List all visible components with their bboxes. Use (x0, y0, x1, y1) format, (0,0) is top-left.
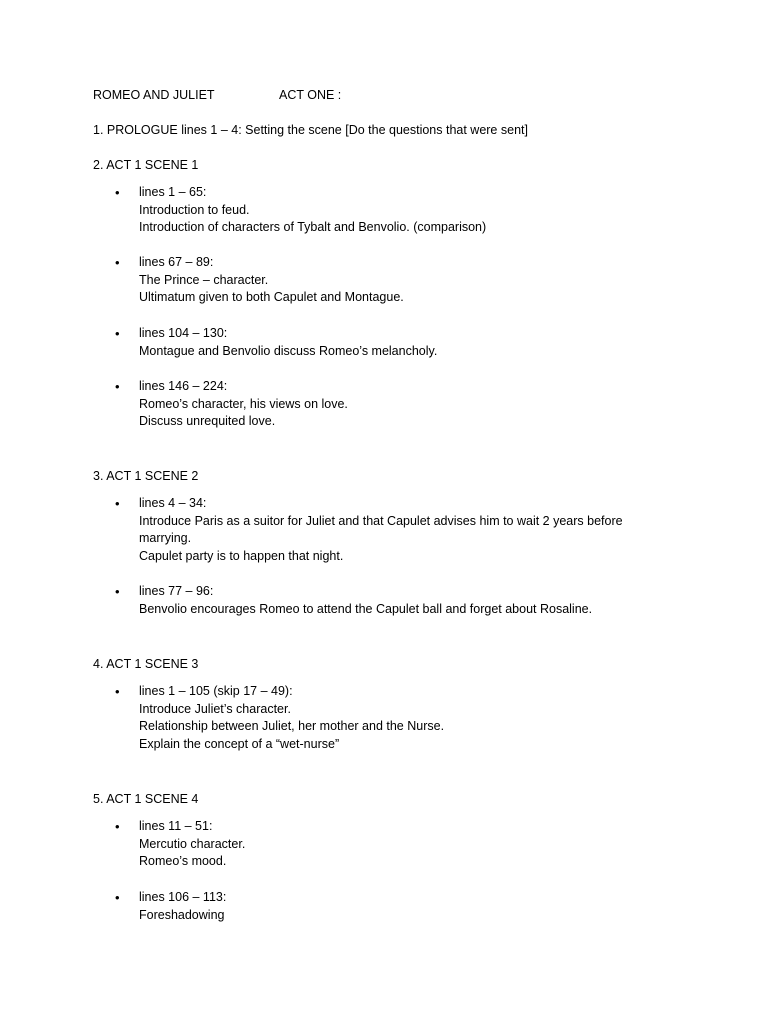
scene3-item-1 (139, 683, 444, 753)
item-text: Benvolio encourages Romeo to attend the Capulet ball and forget about Rosaline. (139, 601, 593, 616)
item-text: Explain the concept of a “wet-nurse” (139, 736, 340, 751)
item-text: Foreshadowing (139, 907, 225, 922)
scene2-item-2 (139, 583, 592, 618)
item-text: Introduction of characters of Tybalt and Benvolio. (comparison) (139, 220, 487, 234)
prologue-heading: 1. PROLOGUE lines 1 – 4: Setting the scene [Do the questions that were sent] (93, 123, 528, 137)
document-title: ROMEO AND JULIET (93, 88, 215, 102)
scene2-heading: 3. ACT 1 SCENE 2 (93, 469, 199, 483)
bullet-icon: • (115, 255, 120, 270)
item-text: Romeo’s mood. (139, 854, 227, 868)
bullet-icon: • (115, 890, 120, 905)
item-text: Relationship between Juliet, her mother and the Nurse. (139, 719, 445, 733)
scene1-heading: 2. ACT 1 SCENE 1 (93, 158, 199, 172)
bullet-icon: • (115, 819, 120, 834)
item-text: Introduce Paris as a suitor for Juliet and that Capulet advises him to wait 2 years before (139, 513, 623, 528)
scene4-item-2 (139, 889, 226, 924)
item-text: Ultimatum given to both Capulet and Montague. (139, 290, 404, 304)
scene1-item-2 (139, 254, 404, 307)
bullet-icon: • (115, 684, 120, 699)
scene4-heading: 5. ACT 1 SCENE 4 (93, 792, 199, 806)
scene1-item-1 (139, 184, 486, 237)
item-lines: lines 146 – 224: (139, 379, 228, 393)
item-text: Mercutio character. (139, 836, 246, 851)
item-lines: lines 4 – 34: (139, 496, 207, 510)
bullet-icon: • (115, 496, 120, 511)
item-lines: lines 77 – 96: (139, 584, 214, 598)
item-text: Introduction to feud. (139, 202, 250, 217)
bullet-icon: • (115, 185, 120, 200)
item-text: Discuss unrequited love. (139, 414, 276, 428)
item-text: Capulet party is to happen that night. (139, 548, 344, 563)
item-lines: lines 11 – 51: (139, 819, 213, 833)
item-text: Introduce Juliet’s character. (139, 701, 291, 716)
item-text: Romeo’s character, his views on love. (139, 396, 348, 411)
act-label: ACT ONE : (279, 88, 342, 102)
scene4-item-1 (139, 818, 245, 871)
item-lines: lines 67 – 89: (139, 255, 214, 269)
bullet-icon: • (115, 326, 120, 341)
item-text: The Prince – character. (139, 272, 269, 287)
scene1-item-3 (139, 325, 437, 360)
item-lines: lines 1 – 105 (skip 17 – 49): (139, 684, 293, 698)
item-lines: lines 1 – 65: (139, 185, 207, 199)
scene1-item-4 (139, 378, 348, 431)
item-lines: lines 106 – 113: (139, 890, 227, 904)
bullet-icon: • (115, 584, 120, 599)
item-lines: lines 104 – 130: (139, 326, 228, 340)
item-text: Montague and Benvolio discuss Romeo’s melancholy. (139, 343, 438, 358)
scene3-heading: 4. ACT 1 SCENE 3 (93, 657, 199, 671)
bullet-icon: • (115, 379, 120, 394)
item-text: marrying. (139, 531, 192, 545)
scene2-item-1 (139, 495, 623, 565)
